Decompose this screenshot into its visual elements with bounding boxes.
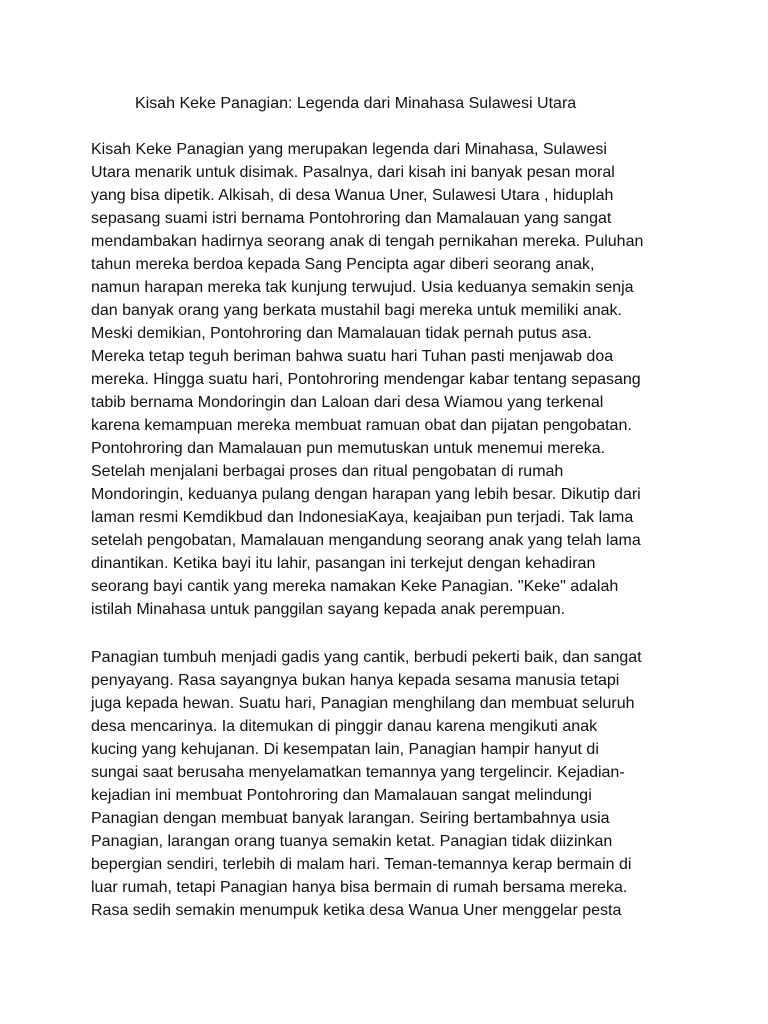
paragraph-line: dan banyak orang yang berkata mustahil bagi mereka untuk memiliki anak.	[91, 302, 622, 319]
paragraph-line: Panagian dengan membuat banyak larangan. Seiring bertambahnya usia	[91, 810, 610, 827]
paragraph-line: sepasang suami istri bernama Pontohroring dan Mamalauan yang sangat	[91, 210, 612, 227]
paragraph-line: mereka. Hingga suatu hari, Pontohroring mendengar kabar tentang sepasang	[91, 371, 641, 388]
paragraph-line: Mondoringin, keduanya pulang dengan harapan yang lebih besar. Dikutip dari	[91, 486, 641, 503]
paragraph-line: juga kepada hewan. Suatu hari, Panagian menghilang dan membuat seluruh	[91, 695, 635, 712]
document-title: Kisah Keke Panagian: Legenda dari Minahasa Sulawesi Utara	[135, 95, 577, 112]
paragraph-line: istilah Minahasa untuk panggilan sayang kepada anak perempuan.	[91, 601, 566, 618]
paragraph-line: kejadian ini membuat Pontohroring dan Mamalauan sangat melindungi	[91, 787, 592, 804]
paragraph-line: Kisah Keke Panagian yang merupakan legenda dari Minahasa, Sulawesi	[91, 141, 607, 158]
paragraph-line: kucing yang kehujanan. Di kesempatan lain, Panagian hampir hanyut di	[91, 741, 599, 758]
paragraph-line: namun harapan mereka tak kunjung terwujud. Usia keduanya semakin senja	[91, 279, 634, 296]
paragraph-line: yang bisa dipetik. Alkisah, di desa Wanua Uner, Sulawesi Utara , hiduplah	[91, 187, 614, 204]
paragraph-line: sungai saat berusaha menyelamatkan temannya yang tergelincir. Kejadian-	[91, 764, 625, 781]
paragraph-2	[91, 646, 691, 922]
paragraph-1	[91, 138, 691, 621]
paragraph-line: seorang bayi cantik yang mereka namakan Keke Panagian. "Keke" adalah	[91, 578, 619, 595]
paragraph-line: Pontohroring dan Mamalauan pun memutuskan untuk menemui mereka.	[91, 440, 606, 457]
paragraph-line: mendambakan hadirnya seorang anak di tengah pernikahan mereka. Puluhan	[91, 233, 644, 250]
paragraph-line: karena kemampuan mereka membuat ramuan obat dan pijatan pengobatan.	[91, 417, 632, 434]
paragraph-line: Panagian tumbuh menjadi gadis yang cantik, berbudi pekerti baik, dan sangat	[91, 649, 642, 666]
paragraph-line: Rasa sedih semakin menumpuk ketika desa Wanua Uner menggelar pesta	[91, 902, 622, 919]
paragraph-line: bepergian sendiri, terlebih di malam hari. Teman-temannya kerap bermain di	[91, 856, 632, 873]
paragraph-line: penyayang. Rasa sayangnya bukan hanya kepada sesama manusia tetapi	[91, 672, 620, 689]
paragraph-line: laman resmi Kemdikbud dan IndonesiaKaya, keajaiban pun terjadi. Tak lama	[91, 509, 634, 526]
paragraph-line: Mereka tetap teguh beriman bahwa suatu hari Tuhan pasti menjawab doa	[91, 348, 614, 365]
paragraph-line: Panagian, larangan orang tuanya semakin ketat. Panagian tidak diizinkan	[91, 833, 613, 850]
paragraph-line: tahun mereka berdoa kepada Sang Pencipta agar diberi seorang anak,	[91, 256, 595, 273]
paragraph-line: Utara menarik untuk disimak. Pasalnya, dari kisah ini banyak pesan moral	[91, 164, 615, 181]
paragraph-line: Meski demikian, Pontohroring dan Mamalauan tidak pernah putus asa.	[91, 325, 592, 342]
paragraph-line: setelah pengobatan, Mamalauan mengandung seorang anak yang telah lama	[91, 532, 641, 549]
paragraph-line: desa mencarinya. Ia ditemukan di pinggir danau karena mengikuti anak	[91, 718, 598, 735]
paragraph-line: luar rumah, tetapi Panagian hanya bisa bermain di rumah bersama mereka.	[91, 879, 628, 896]
paragraph-line: Setelah menjalani berbagai proses dan ritual pengobatan di rumah	[91, 463, 564, 480]
paragraph-line: tabib bernama Mondoringin dan Laloan dari desa Wiamou yang terkenal	[91, 394, 604, 411]
paragraph-line: dinantikan. Ketika bayi itu lahir, pasangan ini terkejut dengan kehadiran	[91, 555, 596, 572]
